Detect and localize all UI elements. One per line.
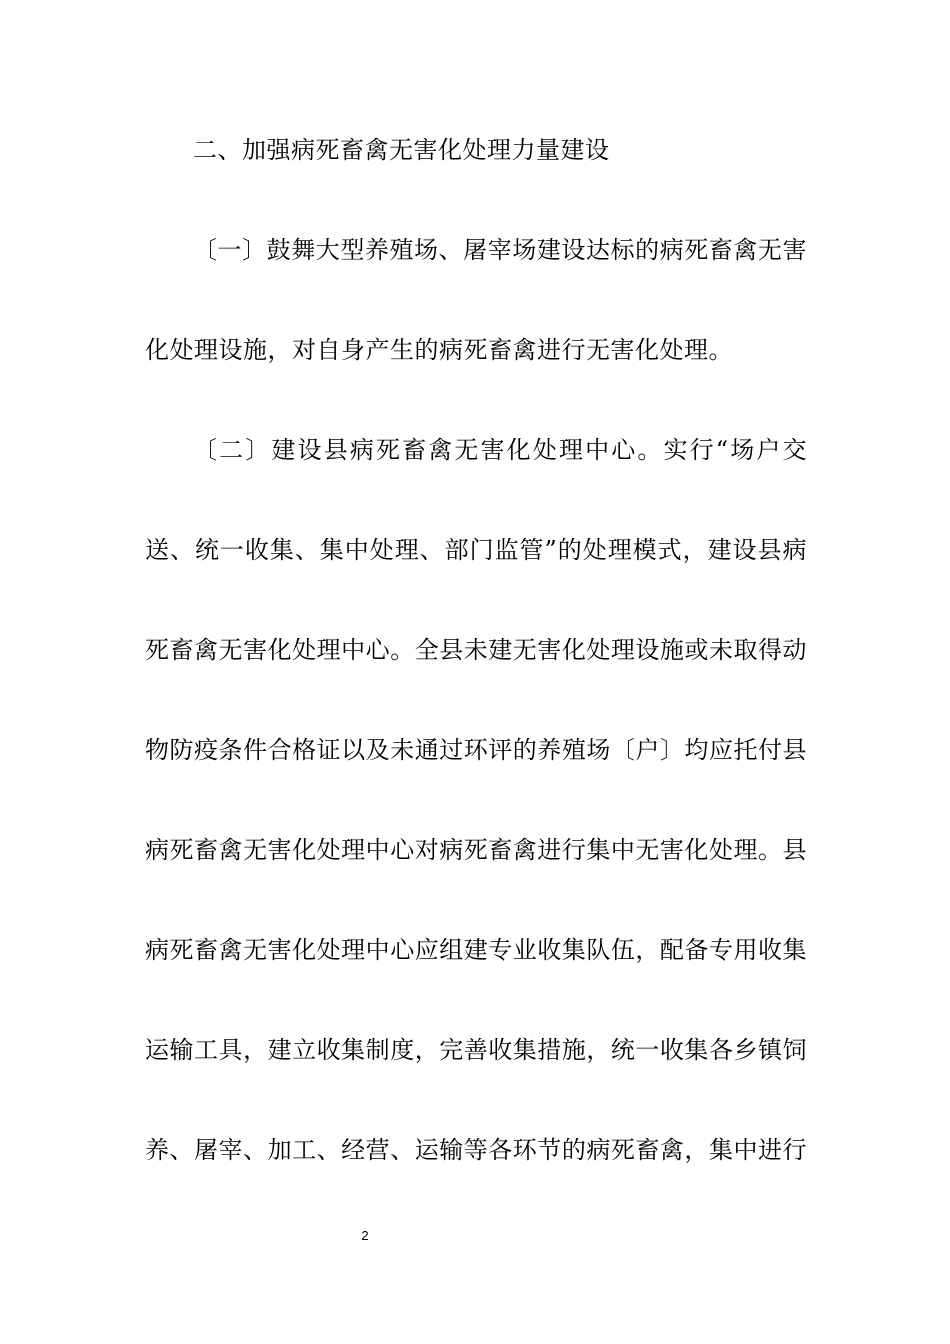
paragraph-2-line-2: 送、统一收集、集中处理、部门监管”的处理模式，建设县病 [145, 536, 807, 564]
section-heading: 二、加强病死畜禽无害化处理力量建设 [193, 136, 610, 164]
paragraph-2-line-6: 病死畜禽无害化处理中心应组建专业收集队伍，配备专用收集 [145, 936, 807, 964]
paragraph-1-line-1: 〔一〕鼓舞大型养殖场、屠宰场建设达标的病死畜禽无害 [193, 236, 807, 264]
paragraph-2-line-7: 运输工具，建立收集制度，完善收集措施，统一收集各乡镇饲 [145, 1036, 807, 1064]
paragraph-2-line-4: 物防疫条件合格证以及未通过环评的养殖场〔户〕均应托付县 [145, 736, 807, 764]
page-number: 2 [361, 1228, 369, 1243]
paragraph-1-line-2: 化处理设施，对自身产生的病死畜禽进行无害化处理。 [145, 336, 733, 364]
paragraph-2-line-8: 养、屠宰、加工、经营、运输等各环节的病死畜禽，集中进行 [145, 1136, 807, 1164]
paragraph-2-line-1: 〔二〕建设县病死畜禽无害化处理中心。实行“场户交 [193, 436, 807, 464]
paragraph-2-line-5: 病死畜禽无害化处理中心对病死畜禽进行集中无害化处理。县 [145, 836, 807, 864]
body-text [145, 125, 807, 1225]
paragraph-2-line-3: 死畜禽无害化处理中心。全县未建无害化处理设施或未取得动 [145, 636, 807, 664]
